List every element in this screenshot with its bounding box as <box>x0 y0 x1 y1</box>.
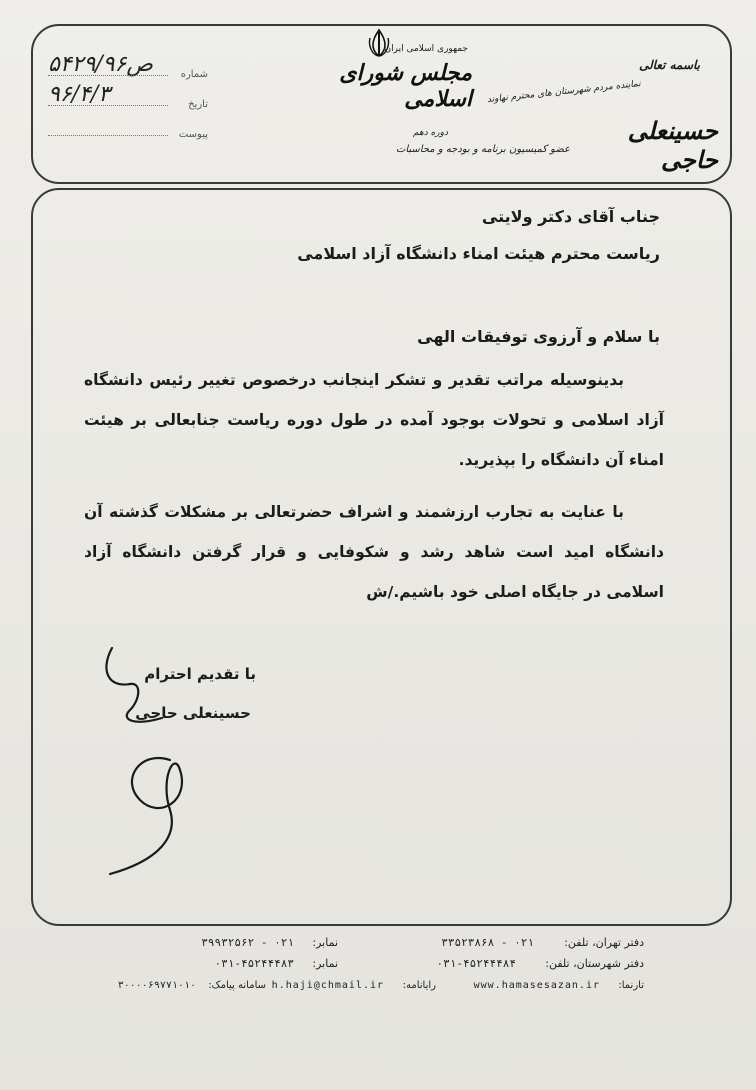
parliament-term: دوره دهم <box>412 128 448 138</box>
reference-row <box>48 50 208 80</box>
reference-label: شماره <box>180 69 208 80</box>
sms-label: سامانه پیامک: <box>208 980 266 991</box>
paragraph-2: با عنایت به تجارب ارزشمند و اشراف حضرتعالی بر مشکلات گذشته آن دانشگاه امید است شاهد رشد و شکوفایی و قرار گرفتن دانشگاه آزاد اسلامی در جایگاه اصلی خود باشیم./ش <box>84 503 664 601</box>
date-line <box>48 105 168 106</box>
attachment-label: پیوست <box>178 129 208 140</box>
closing-regards: با تقدیم احترام <box>144 665 256 683</box>
date-value: ۹۶/۴/۳ <box>48 82 111 107</box>
parliament-name: مجلس شورای اسلامی <box>339 60 472 112</box>
handwritten-signature <box>100 640 300 880</box>
signatory-name: حسینعلی حاجی <box>135 704 251 722</box>
tehran-phone: ۰۲۱ - ۳۳۵۲۳۸۶۸ <box>441 936 534 949</box>
reference-line <box>48 75 168 76</box>
local-fax: ۰۳۱-۴۵۲۴۴۴۸۳ <box>214 957 294 970</box>
recipient-line-1: جناب آقای دکتر ولایتی <box>481 207 660 226</box>
local-phone: ۰۳۱-۴۵۲۴۴۴۸۴ <box>436 957 516 970</box>
committee-text: عضو کمیسیون برنامه و بودجه و محاسبات <box>395 144 570 155</box>
reference-value: ص۵۴۲۹/۹۶ <box>48 52 153 77</box>
parliament-small-text: جمهوری اسلامی ایران <box>384 44 468 54</box>
recipient-line-2: ریاست محترم هیئت امناء دانشگاه آزاد اسلامی <box>297 244 660 263</box>
website-label: تارنما: <box>618 980 644 991</box>
reference-block <box>48 50 208 140</box>
website-link[interactable]: www.hamasesazan.ir <box>473 980 600 991</box>
email-label: رایانامه: <box>402 980 436 991</box>
basmeh-text: باسمه تعالی <box>638 58 700 72</box>
representative-description: نماینده مردم شهرستان های محترم نهاوند <box>486 78 642 106</box>
email-link[interactable]: h.haji@chmail.ir <box>271 980 384 991</box>
local-fax-label: نمابر: <box>312 957 338 970</box>
tehran-office-label: دفتر تهران، تلفن: <box>564 936 644 949</box>
tehran-fax: ۰۲۱ - ۳۹۹۳۲۵۶۲ <box>201 936 294 949</box>
attachment-line <box>48 135 168 136</box>
representative-name: حسینعلی حاجی <box>627 116 718 174</box>
sms-number: ۳۰۰۰۰۶۹۷۷۱۰۱۰ <box>117 980 196 991</box>
tehran-fax-label: نمابر: <box>312 936 338 949</box>
date-row <box>48 80 208 110</box>
paragraph-1: بدینوسیله مراتب تقدیر و تشکر اینجانب درخصوص تغییر رئیس دانشگاه آزاد اسلامی و تحولات بوجود آمده در طول دوره ریاست جنابعالی بر هیئت امناء آن دانشگاه را بپذیرید. <box>84 371 664 469</box>
greeting: با سلام و آرزوی توفیقات الهی <box>417 327 660 346</box>
local-office-label: دفتر شهرستان، تلفن: <box>545 957 644 970</box>
attachment-row <box>48 110 208 140</box>
date-label: تاریخ <box>188 99 208 110</box>
